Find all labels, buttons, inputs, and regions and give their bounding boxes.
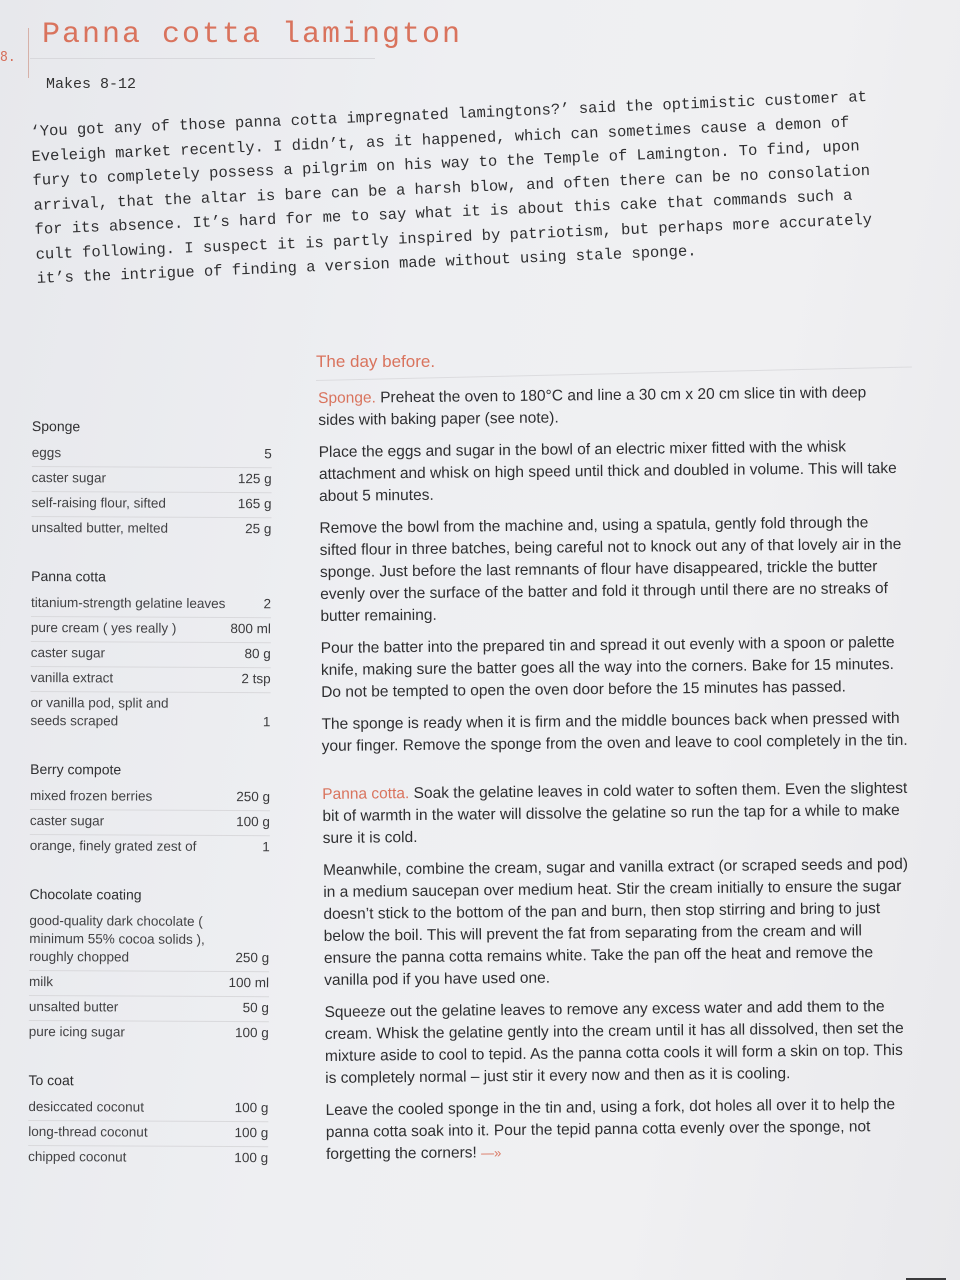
sponge-step-1-text: Preheat the oven to 180°C and line a 30 cm x 20 cm slice tin with deep sides with baking paper (see note). (318, 384, 867, 429)
ingredient-row (31, 642, 271, 668)
ingredient-row (31, 492, 271, 518)
ingredient-name: orange, finely grated zest of (29, 837, 197, 854)
ingredient-name: chipped coconut (28, 1148, 127, 1165)
day-before-heading: The day before. (316, 352, 436, 371)
ingredients-list (28, 418, 272, 1198)
ingredient-name: long-thread coconut (28, 1123, 148, 1140)
ingredient-row (29, 996, 269, 1022)
ingredient-row (28, 1096, 268, 1122)
ingredient-name: good-quality dark chocolate ( minimum 55% cocoa solids ), roughly chopped (29, 912, 205, 965)
panna-cotta-step-4 (325, 1094, 914, 1166)
ingredient-name: desiccated coconut (28, 1098, 145, 1115)
panna-cotta-step-2: Meanwhile, combine the cream, sugar and vanilla extract (or scraped seeds and pod) in a medium saucepan over medium heat. Stir the cream initially to ensure the sugar doesn’t stick to the bottom of the pan and burn, then stop stirring and bring to just below the boil. This will prevent the fat from separating from the cream and will ensure the panna cotta remains white. Take the pan off the heat and remove the vanilla pod if you have used one. (322, 855, 909, 989)
ingredient-name: or vanilla pod, split and seeds scraped (30, 694, 169, 729)
panna-cotta-step-1 (322, 778, 911, 850)
ingredient-qty: 100 g (234, 1025, 269, 1041)
ingredient-group-heading: Chocolate coating (29, 885, 142, 903)
ingredient-row (31, 667, 271, 693)
ingredient-row (30, 785, 270, 811)
ingredient-qty: 1 (262, 839, 270, 855)
ingredient-row (30, 692, 270, 735)
ingredient-qty: 5 (264, 446, 272, 462)
ingredient-row (30, 810, 270, 836)
ingredient-row (30, 835, 270, 860)
sponge-lead: Sponge. (318, 389, 376, 407)
ingredient-group-heading: To coat (28, 1071, 74, 1089)
ingredient-qty: 100 g (234, 1125, 269, 1141)
ingredient-name: self-raising flour, sifted (31, 494, 166, 511)
sponge-step-2: Place the eggs and sugar in the bowl of an electric mixer fitted with the whisk attachment and whisk on high speed until thick and doubled in volume. This will take about 5 minutes. (318, 438, 897, 505)
sponge-step-3: Remove the bowl from the machine and, using a spatula, gently fold through the sifted flour in three batches, being careful not to knock out any of that lovely air in the sponge. Just before the last remnants of flour have disappeared, trickle the butter evenly over the surface of the batter and fold it through until there are no streaks of butter remaining. (319, 514, 902, 625)
ingredient-row (31, 592, 271, 618)
ingredient-group-to-coat (28, 1072, 269, 1171)
ingredient-row (29, 910, 269, 972)
ingredient-name: unsalted butter (28, 998, 119, 1015)
ingredient-qty: 1 (262, 714, 271, 730)
ingredient-name: pure cream ( yes really ) (30, 619, 177, 636)
ingredient-group-heading: Berry compote (30, 760, 122, 778)
ingredient-row (29, 1021, 269, 1046)
title-underline (30, 58, 375, 59)
ingredient-group-berry-compote (30, 761, 271, 860)
title-vertical-rule (28, 28, 29, 78)
ingredient-row (31, 617, 271, 643)
ingredient-qty: 2 (263, 596, 272, 612)
ingredient-qty: 50 g (242, 1000, 269, 1016)
ingredient-qty: 165 g (237, 496, 272, 512)
ingredient-qty: 100 g (234, 1150, 269, 1166)
ingredient-name: unsalted butter, melted (31, 519, 169, 536)
ingredient-name: mixed frozen berries (29, 787, 153, 804)
page-number: 8. (0, 50, 16, 65)
ingredient-row (29, 971, 269, 997)
ingredient-qty: 800 ml (230, 621, 271, 637)
ingredient-group-panna-cotta (30, 568, 271, 735)
ingredient-qty: 2 tsp (241, 671, 271, 687)
ingredient-name: eggs (31, 444, 62, 461)
ingredient-row (28, 1146, 268, 1171)
ingredient-row (28, 1121, 268, 1147)
recipe-yield: Makes 8-12 (46, 76, 137, 93)
panna-cotta-lead: Panna cotta. (322, 785, 410, 803)
ingredient-row (32, 467, 272, 493)
ingredient-name: caster sugar (31, 469, 107, 486)
ingredient-name: caster sugar (30, 644, 106, 661)
recipe-title: Panna cotta lamington (42, 18, 463, 52)
panna-cotta-step-3: Squeeze out the gelatine leaves to remove any excess water and add them to the cream. Whisk the gelatine gently into the cream until it has all dissolved, then set the mixture aside to cool to tepid. As the panna cotta cools it will form a skin on top. This is completely normal – just stir it every now and then as it is cooling. (324, 998, 904, 1087)
continue-arrow-icon: —» (481, 1145, 502, 1161)
ingredient-qty: 100 g (234, 1100, 269, 1116)
ingredient-qty: 250 g (235, 950, 270, 966)
ingredient-qty: 125 g (237, 471, 272, 487)
ingredient-group-chocolate-coating (29, 886, 270, 1046)
ingredient-qty: 25 g (245, 521, 272, 537)
ingredient-group-heading: Sponge (31, 418, 81, 435)
panna-cotta-step-1-text: Soak the gelatine leaves in cold water to soften them. Even the slightest bit of warmth in the water will dissolve the gelatine so run the tap for a while to make sure it is cold. (322, 779, 908, 847)
ingredient-row (31, 517, 271, 542)
ingredient-name: caster sugar (29, 812, 105, 829)
ingredient-qty: 100 g (236, 814, 270, 830)
intro-paragraph: ‘You got any of those panna cotta impregnated lamingtons?’ said the optimistic customer at Eveleigh market recently. I didn’t, as it happened, which can sometimes cause a demon of fury to completely possess a pilgrim on his way to the Temple of Lamington. To find, upon arrival, that the altar is bare can be a harsh blow, and often there can be no consolation for its absence. It’s hard for me to say what it is about this cake that commands such a cult following. I suspect it is partly inspired by patriotism, but perhaps more accurately it’s the intrigue of finding a version made without using stale sponge. (30, 87, 873, 288)
ingredient-qty: 250 g (236, 789, 271, 805)
sponge-step-5: The sponge is ready when it is firm and the middle bounces back when pressed with your finger. Remove the sponge from the oven and leave to cool completely in the tin. (321, 709, 908, 755)
ingredient-name: milk (29, 973, 54, 990)
ingredient-name: titanium-strength gelatine leaves (30, 594, 226, 612)
ingredient-qty: 80 g (244, 646, 271, 662)
ingredient-row (32, 442, 272, 468)
ingredient-name: pure icing sugar (28, 1023, 125, 1040)
ingredient-group-heading: Panna cotta (31, 567, 106, 585)
method-column (318, 382, 914, 1176)
ingredient-name: vanilla extract (30, 669, 114, 686)
sponge-step-4: Pour the batter into the prepared tin and spread it out evenly with a spoon or palette knife, making sure the batter goes all the way into the corners. Bake for 15 minutes. Do not be tempted to open the oven door before the 15 minutes has passed. (320, 633, 895, 701)
panna-cotta-step-4-text: Leave the cooled sponge in the tin and, using a fork, dot holes all over it to help the panna cotta soak into it. Pour the tepid panna cotta evenly over the sponge, not forgetting the corners! (325, 1095, 896, 1163)
sponge-step-1 (318, 382, 906, 432)
ingredient-qty: 100 ml (228, 975, 270, 991)
ingredient-group-sponge (31, 418, 272, 542)
